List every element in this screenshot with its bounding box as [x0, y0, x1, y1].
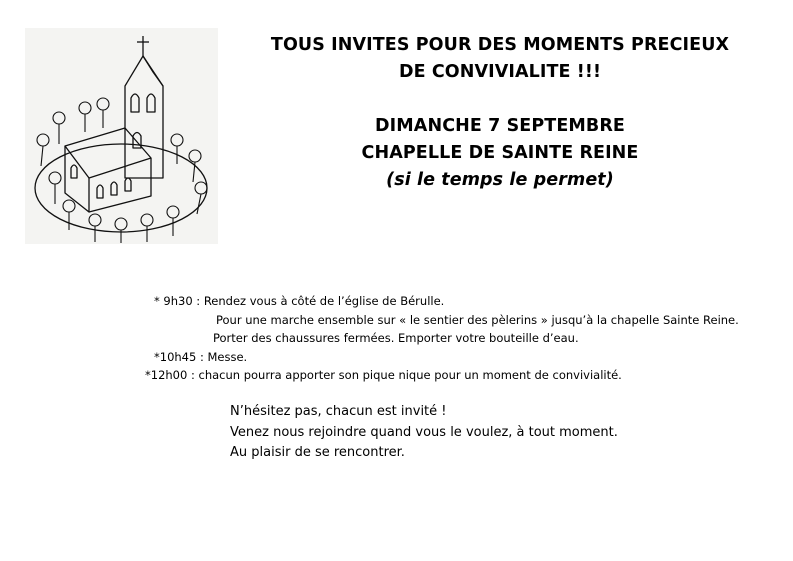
closing-line: Venez nous rejoindre quand vous le voulez, à tout moment.	[230, 424, 618, 440]
event-date: DIMANCHE 7 SEPTEMBRE	[375, 116, 625, 136]
weather-condition: (si le temps le permet)	[386, 170, 614, 190]
event-place: CHAPELLE DE SAINTE REINE	[361, 143, 639, 163]
chapel-with-dancing-circle-icon	[25, 28, 218, 244]
chapel-illustration	[25, 28, 218, 244]
closing-message	[230, 402, 618, 464]
title-line-1: TOUS INVITES POUR DES MOMENTS PRECIEUX	[270, 35, 730, 55]
schedule-item-shoes: Porter des chaussures fermées. Emporter votre bouteille d’eau.	[213, 331, 579, 345]
schedule-item-picnic: *12h00 : chacun pourra apporter son pique nique pour un moment de convivialité.	[145, 368, 622, 382]
closing-line: N’hésitez pas, chacun est invité !	[230, 404, 447, 419]
event-headline	[220, 32, 780, 194]
title-line-2: DE CONVIVIALITE !!!	[398, 62, 602, 82]
closing-line: Au plaisir de se rencontrer.	[230, 445, 405, 460]
schedule-item-walk: Pour une marche ensemble sur « le sentier des pèlerins » jusqu’à la chapelle Sainte Reine.	[216, 312, 739, 327]
schedule-item-930: * 9h30 : Rendez vous à côté de l’église de Bérulle.	[154, 294, 445, 308]
schedule-item-mass: *10h45 : Messe.	[154, 349, 248, 364]
